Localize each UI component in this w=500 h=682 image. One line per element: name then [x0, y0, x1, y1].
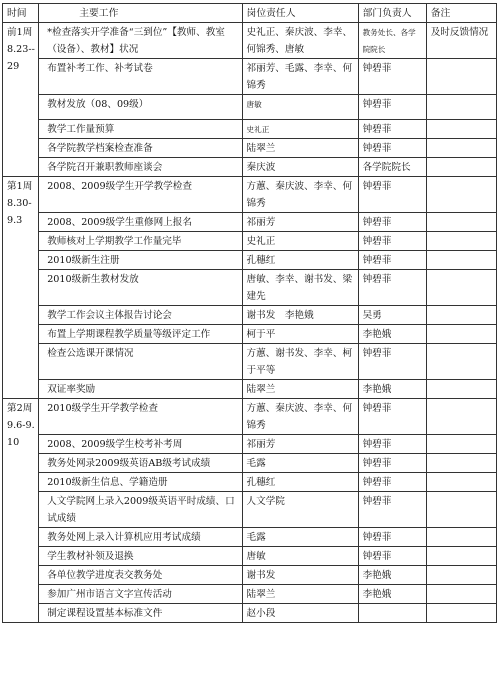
table-row [3, 547, 497, 566]
work-cell: 各单位教学进度表交教务处 [39, 566, 242, 585]
header-dept: 部门负责人 [358, 4, 426, 23]
table-row [3, 23, 497, 59]
note-cell [426, 585, 496, 604]
work-cell: 检查公选课开课情况 [39, 344, 242, 380]
note-cell [426, 306, 496, 325]
post-cell: 陆翠兰 [242, 139, 358, 158]
dept-cell: 李艳娥 [358, 566, 426, 585]
schedule-body [3, 23, 497, 623]
post-cell: 唐敏、李幸、谢书发、梁建先 [242, 270, 358, 306]
dept-cell: 钟碧菲 [358, 454, 426, 473]
table-row [3, 95, 497, 120]
note-cell [426, 325, 496, 344]
post-cell: 方蕙、谢书发、李幸、柯于平等 [242, 344, 358, 380]
work-cell: 教学工作会议主体报告讨论会 [39, 306, 242, 325]
table-row [3, 213, 497, 232]
note-cell [426, 604, 496, 623]
note-cell [426, 139, 496, 158]
dept-cell: 钟碧菲 [358, 232, 426, 251]
work-cell: 教学工作量预算 [39, 120, 242, 139]
dept-cell: 钟碧菲 [358, 213, 426, 232]
table-row [3, 399, 497, 435]
dept-cell: 钟碧菲 [358, 120, 426, 139]
note-cell [426, 213, 496, 232]
post-cell: 陆翠兰 [242, 585, 358, 604]
header-post: 岗位责任人 [242, 4, 358, 23]
work-cell: 2010级新生信息、学籍造册 [39, 473, 242, 492]
post-cell: 史礼正、秦庆波、李幸、何锦秀、唐敏 [242, 23, 358, 59]
schedule-table [2, 3, 497, 623]
work-cell: 2010级新生注册 [39, 251, 242, 270]
table-row [3, 232, 497, 251]
dept-cell: 钟碧菲 [358, 547, 426, 566]
week-label: 第2周 9.6-9.10 [3, 399, 39, 623]
work-cell: 参加广州市语言文字宣传活动 [39, 585, 242, 604]
note-cell [426, 120, 496, 139]
table-row [3, 158, 497, 177]
dept-cell [358, 604, 426, 623]
dept-cell: 钟碧菲 [358, 95, 426, 120]
note-cell [426, 270, 496, 306]
table-row [3, 325, 497, 344]
table-row [3, 454, 497, 473]
post-cell: 唐敏 [242, 95, 358, 120]
work-cell: *检查落实开学准备“三到位”【教师、教室（设备）、教材】状况 [39, 23, 242, 59]
dept-cell: 李艳娥 [358, 585, 426, 604]
work-cell: 教师核对上学期教学工作量完毕 [39, 232, 242, 251]
post-cell: 祁丽芳 [242, 435, 358, 454]
post-cell: 唐敏 [242, 547, 358, 566]
dept-cell: 教务处长、各学院院长 [358, 23, 426, 59]
work-cell: 双证率奖励 [39, 380, 242, 399]
dept-cell: 各学院院长 [358, 158, 426, 177]
dept-cell: 钟碧菲 [358, 270, 426, 306]
dept-cell: 钟碧菲 [358, 139, 426, 158]
post-cell: 孔穗红 [242, 251, 358, 270]
post-cell: 人文学院 [242, 492, 358, 528]
post-cell: 祁丽芳、毛露、李幸、何锦秀 [242, 59, 358, 95]
table-row [3, 566, 497, 585]
work-cell: 人文学院网上录入2009级英语平时成绩、口试成绩 [39, 492, 242, 528]
week-label: 第1周 8.30-9.3 [3, 177, 39, 399]
week-label: 前1周 8.23--29 [3, 23, 39, 177]
work-cell: 各学院召开兼职教师座谈会 [39, 158, 242, 177]
table-row [3, 306, 497, 325]
table-row [3, 139, 497, 158]
post-cell: 谢书发 [242, 566, 358, 585]
work-cell: 2008、2009级学生重修网上报名 [39, 213, 242, 232]
post-cell: 柯于平 [242, 325, 358, 344]
note-cell [426, 454, 496, 473]
note-cell [426, 158, 496, 177]
dept-cell: 钟碧菲 [358, 344, 426, 380]
table-row [3, 177, 497, 213]
note-cell [426, 251, 496, 270]
dept-cell: 钟碧菲 [358, 59, 426, 95]
work-cell: 布置上学期课程教学质量等级评定工作 [39, 325, 242, 344]
work-cell: 2008、2009级学生开学教学检查 [39, 177, 242, 213]
table-row [3, 344, 497, 380]
post-cell: 孔穗红 [242, 473, 358, 492]
header-work: 主要工作 [39, 4, 242, 23]
post-cell: 赵小段 [242, 604, 358, 623]
note-cell [426, 95, 496, 120]
dept-cell: 钟碧菲 [358, 177, 426, 213]
dept-cell: 钟碧菲 [358, 399, 426, 435]
dept-cell: 李艳娥 [358, 325, 426, 344]
work-cell: 布置补考工作、补考试卷 [39, 59, 242, 95]
note-cell [426, 380, 496, 399]
dept-cell: 钟碧菲 [358, 251, 426, 270]
work-cell: 教务处网上录入计算机应用考试成绩 [39, 528, 242, 547]
header-note: 备注 [426, 4, 496, 23]
work-cell: 制定课程设置基本标准文件 [39, 604, 242, 623]
work-cell: 2008、2009级学生校考补考周 [39, 435, 242, 454]
table-row [3, 251, 497, 270]
post-cell: 祁丽芳 [242, 213, 358, 232]
note-cell [426, 59, 496, 95]
post-cell: 谢书发 李艳娥 [242, 306, 358, 325]
work-cell: 各学院教学档案检查准备 [39, 139, 242, 158]
work-cell: 2010级新生教材发放 [39, 270, 242, 306]
post-cell: 毛露 [242, 454, 358, 473]
table-row [3, 270, 497, 306]
post-cell: 秦庆波 [242, 158, 358, 177]
post-cell: 方蕙、秦庆波、李幸、何锦秀 [242, 399, 358, 435]
dept-cell: 钟碧菲 [358, 473, 426, 492]
dept-cell: 钟碧菲 [358, 492, 426, 528]
post-cell: 毛露 [242, 528, 358, 547]
table-row [3, 59, 497, 95]
work-cell: 教务处网录2009级英语AB级考试成绩 [39, 454, 242, 473]
note-cell [426, 528, 496, 547]
note-cell: 及时反馈情况 [426, 23, 496, 59]
note-cell [426, 473, 496, 492]
post-cell: 方蕙、秦庆波、李幸、何锦秀 [242, 177, 358, 213]
note-cell [426, 399, 496, 435]
table-row [3, 585, 497, 604]
note-cell [426, 547, 496, 566]
work-cell: 学生教材补领及退换 [39, 547, 242, 566]
note-cell [426, 435, 496, 454]
note-cell [426, 177, 496, 213]
note-cell [426, 492, 496, 528]
work-cell: 2010级学生开学教学检查 [39, 399, 242, 435]
work-cell: 教材发放（08、09级） [39, 95, 242, 120]
table-row [3, 528, 497, 547]
table-row [3, 492, 497, 528]
dept-cell: 钟碧菲 [358, 435, 426, 454]
header-row [3, 4, 497, 23]
dept-cell: 钟碧菲 [358, 528, 426, 547]
note-cell [426, 566, 496, 585]
header-time: 时间 [3, 4, 39, 23]
table-row [3, 120, 497, 139]
post-cell: 史礼正 [242, 232, 358, 251]
table-row [3, 604, 497, 623]
dept-cell: 吴勇 [358, 306, 426, 325]
table-row [3, 380, 497, 399]
note-cell [426, 232, 496, 251]
table-row [3, 435, 497, 454]
dept-cell: 李艳娥 [358, 380, 426, 399]
table-row [3, 473, 497, 492]
post-cell: 史礼正 [242, 120, 358, 139]
post-cell: 陆翠兰 [242, 380, 358, 399]
note-cell [426, 344, 496, 380]
